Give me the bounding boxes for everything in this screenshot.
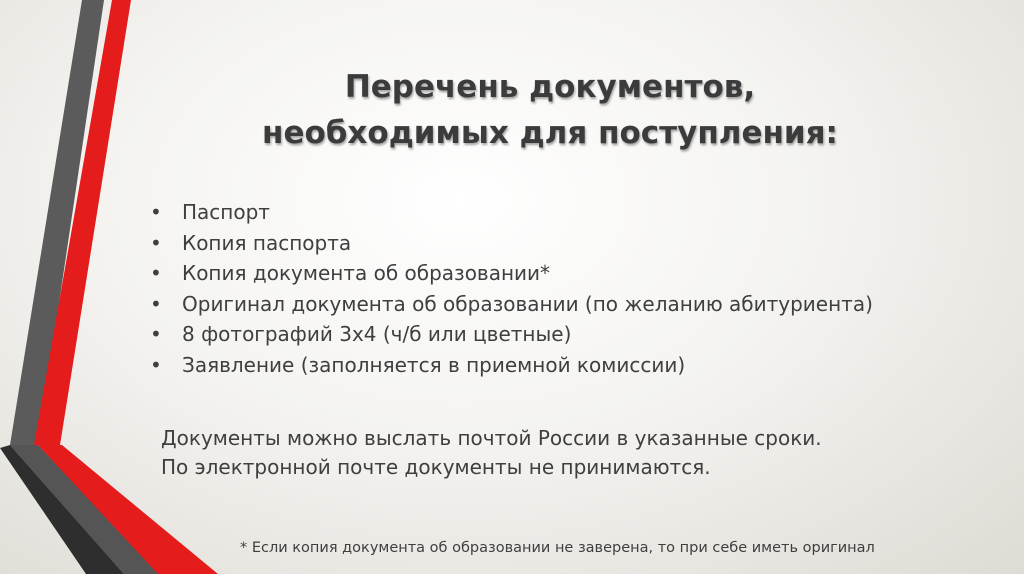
list-item: • Заявление (заполняется в приемной комиссии) <box>148 350 873 381</box>
list-item: • 8 фотографий 3х4 (ч/б или цветные) <box>148 319 873 350</box>
delivery-note <box>161 424 822 482</box>
list-item: • Копия документа об образовании* <box>148 258 873 289</box>
note-line-2: По электронной почте документы не принимаются. <box>161 455 711 479</box>
list-item: • Копия паспорта <box>148 228 873 259</box>
title-line-1: Перечень документов, <box>344 69 756 105</box>
title-line-2: необходимых для поступления: <box>262 115 838 151</box>
list-item: • Оригинал документа об образовании (по желанию абитуриента) <box>148 289 873 320</box>
note-line-1: Документы можно выслать почтой России в указанные сроки. <box>161 426 822 450</box>
footnote: * Если копия документа об образовании не заверена, то при себе иметь оригинал <box>240 540 875 556</box>
slide-title <box>220 64 880 156</box>
document-list <box>148 197 873 380</box>
list-item: • Паспорт <box>148 197 873 228</box>
